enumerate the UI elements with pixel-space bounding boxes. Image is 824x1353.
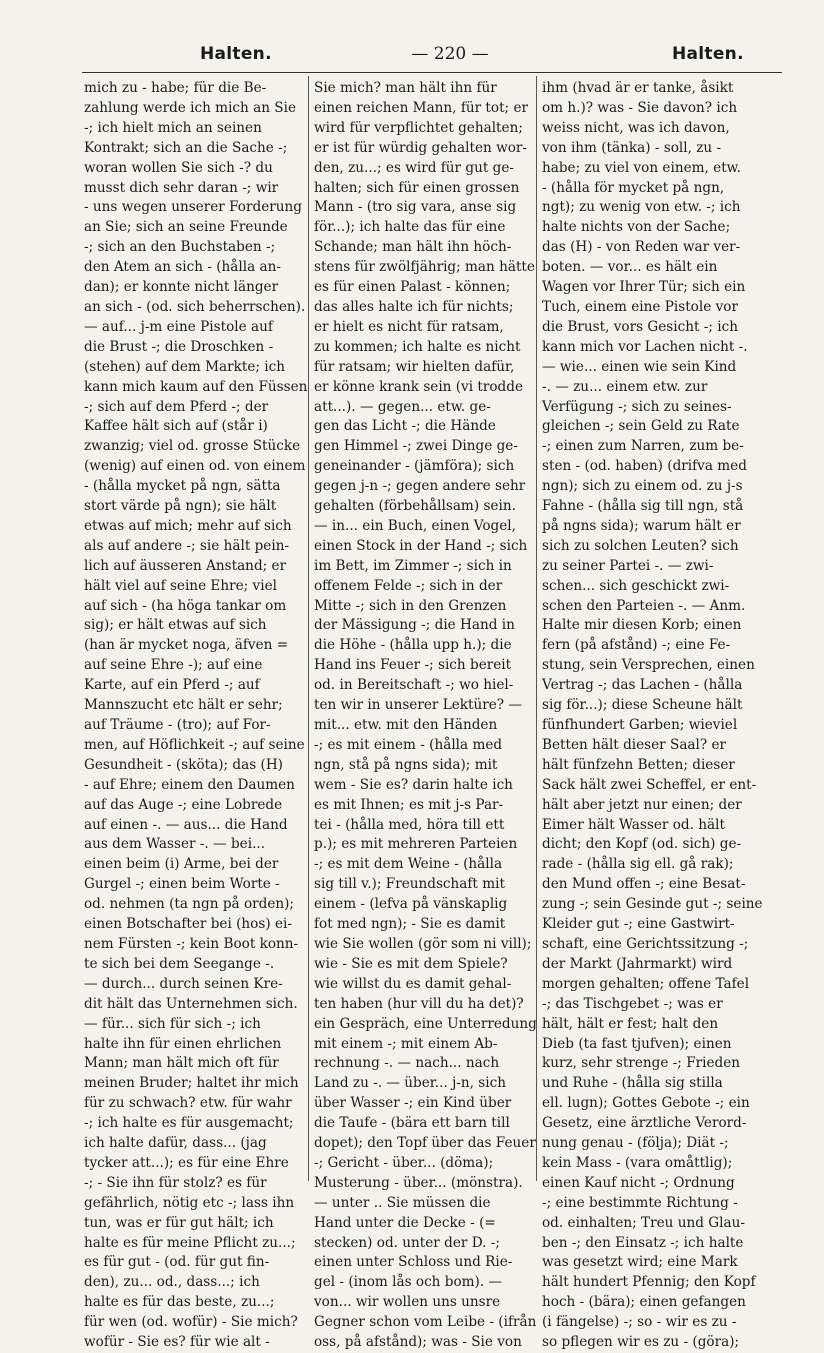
text-line: den Atem an sich - (hålla an- xyxy=(84,259,281,276)
text-line: kann mich vor Lachen nicht -. xyxy=(542,338,748,355)
text-line: Hand ins Feuer -; sich bereit xyxy=(314,657,512,674)
text-line: Eimer hält Wasser od. hält xyxy=(542,816,725,833)
text-line: -; sich an den Buchstaben -; xyxy=(84,239,276,256)
text-line: -; Gericht - über... (döma); xyxy=(314,1154,494,1171)
text-column-3 xyxy=(542,79,766,1351)
text-line: mich zu - habe; für die Be- xyxy=(84,80,267,96)
text-line: Wagen vor Ihrer Tür; sich ein xyxy=(542,279,746,296)
text-line: mit einem -; mit einem Ab- xyxy=(314,1035,498,1052)
text-line: dopet); den Topf über das Feuer xyxy=(314,1135,536,1152)
text-line: wird für verpflichtet gehalten; xyxy=(314,119,523,136)
text-line: schen... sich geschickt zwi- xyxy=(542,577,730,594)
text-line: Karte, auf ein Pferd -; auf xyxy=(84,677,260,694)
text-line: wie willst du es damit gehal- xyxy=(314,975,512,992)
text-line: dicht; den Kopf (od. sich) ge- xyxy=(542,836,742,853)
text-line: ell. lugn); Gottes Gebote -; ein xyxy=(542,1095,750,1112)
text-line: von ihm (tänka) - soll, zu - xyxy=(542,139,722,156)
text-line: an Sie; sich an seine Freunde xyxy=(84,219,288,236)
text-line: für wen (od. wofür) - Sie mich? xyxy=(84,1314,298,1331)
text-line: ben -; den Einsatz -; ich halte xyxy=(542,1234,744,1251)
text-line: stung, sein Versprechen, einen xyxy=(542,657,755,674)
text-line: Tuch, einem eine Pistole vor xyxy=(542,298,738,315)
text-line: auf sich - (ha höga tankar om xyxy=(84,597,287,614)
text-line: es für gut - (od. für gut fin- xyxy=(84,1254,270,1271)
text-line: -; ich halte es für ausgemacht; xyxy=(84,1115,294,1132)
text-line: auf das Auge -; eine Lobrede xyxy=(84,796,283,813)
text-line: - (hålla mycket på ngn, sätta xyxy=(84,478,281,495)
text-line: aus dem Wasser -. — bei... xyxy=(84,836,266,853)
text-line: wem - Sie es? darin halte ich xyxy=(314,776,513,793)
text-line: musst dich sehr daran -; wir xyxy=(84,179,279,196)
text-line: den), zu... od., dass...; ich xyxy=(84,1274,260,1291)
text-line: schen den Parteien -. — Anm. xyxy=(542,597,746,614)
text-line: offenem Felde -; sich in der xyxy=(314,577,503,594)
text-line: ngt); zu wenig von etw. -; ich xyxy=(542,199,741,216)
text-line: einen unter Schloss und Rie- xyxy=(314,1254,513,1271)
text-line: Mitte -; sich in den Grenzen xyxy=(314,597,507,614)
text-line: Kaffee hält sich auf (står i) xyxy=(84,418,268,435)
text-line: -; einen zum Narren, zum be- xyxy=(542,438,744,455)
text-line: einen Stock in der Hand -; sich xyxy=(314,537,528,554)
text-line: Dieb (ta fast tjufven); einen xyxy=(542,1035,732,1052)
text-line: die Brust -; die Droschken - xyxy=(84,338,274,355)
text-line: gehalten (förbehållsam) sein. xyxy=(314,498,516,515)
text-line: -; ich hielt mich an seinen xyxy=(84,119,262,136)
text-line: -; - Sie ihn für stolz? es für xyxy=(84,1174,267,1191)
text-line: — unter .. Sie müssen die xyxy=(314,1194,491,1211)
text-line: im Bett, im Zimmer -; sich in xyxy=(314,557,512,574)
text-line: ngn); sich zu einem od. zu j-s xyxy=(542,478,743,495)
text-line: tun, was er für gut hält; ich xyxy=(84,1214,274,1231)
text-line: gel - (inom lås och bom). — xyxy=(314,1274,503,1291)
text-line: Sack hält zwei Scheffel, er ent- xyxy=(542,776,757,793)
text-line: der Markt (Jahrmarkt) wird xyxy=(542,955,733,972)
text-line: tycker att...); es für eine Ehre xyxy=(84,1154,289,1171)
text-line: einen Botschafter bei (hos) ei- xyxy=(84,916,292,933)
text-line: halte ihn für einen ehrlichen xyxy=(84,1035,282,1052)
text-line: habe; zu viel von einem, etw. xyxy=(542,159,742,176)
text-line: fern (på afstånd) -; eine Fe- xyxy=(542,637,731,654)
text-line: rade - (hålla sig ell. gå rak); xyxy=(542,856,734,873)
right-running-headword: Halten. xyxy=(672,44,744,64)
text-line: als auf andere -; sie hält pein- xyxy=(84,537,290,554)
text-line: att...). — gegen... etw. ge- xyxy=(314,398,491,415)
text-line: das (H) - von Reden war ver- xyxy=(542,239,741,256)
text-line: halte es für das beste, zu...; xyxy=(84,1294,275,1311)
text-line: — durch... durch seinen Kre- xyxy=(84,975,283,992)
header-rule xyxy=(82,72,782,73)
text-line: über Wasser -; ein Kind über xyxy=(314,1095,512,1112)
text-line: Mannszucht etc hält er sehr; xyxy=(84,697,283,714)
text-line: - auf Ehre; einem den Daumen xyxy=(84,776,295,793)
text-line: Kontrakt; sich an die Sache -; xyxy=(84,139,288,156)
text-line: er ist für würdig gehalten wor- xyxy=(314,139,527,156)
text-line: er könne krank sein (vi trodde xyxy=(314,378,524,395)
text-line: sig för...); diese Scheune hält xyxy=(542,697,743,714)
text-line: stort värde på ngn); sie hält xyxy=(84,498,277,515)
text-line: - (hålla för mycket på ngn, xyxy=(542,179,725,196)
left-running-headword: Halten. xyxy=(200,44,272,64)
text-line: dit hält das Unternehmen sich. xyxy=(84,995,298,1012)
text-line: ein Gespräch, eine Unterredung xyxy=(314,1015,537,1032)
text-line: gen Himmel -; zwei Dinge ge- xyxy=(314,438,518,455)
text-line: boten. — vor... es hält ein xyxy=(542,259,718,276)
text-line: mit... etw. mit den Händen xyxy=(314,717,498,733)
text-line: (wenig) auf einen od. von einem xyxy=(84,458,306,475)
text-line: -; eine bestimmte Richtung - xyxy=(542,1194,738,1211)
text-line: Gurgel -; einen beim Worte - xyxy=(84,876,280,893)
page-header xyxy=(82,40,782,70)
text-line: sig till v.); Freundschaft mit xyxy=(314,876,505,893)
text-line: halten; sich für einen grossen xyxy=(314,179,520,196)
text-line: -; sich auf dem Pferd -; der xyxy=(84,398,269,415)
text-line: sig); er hält etwas auf sich xyxy=(84,617,267,634)
text-line: woran wollen Sie sich -? du xyxy=(84,159,273,176)
text-line: die Taufe - (bära ett barn till xyxy=(314,1115,510,1132)
text-line: die Brust, vors Gesicht -; ich xyxy=(542,318,738,335)
text-line: geneinander - (jämföra); sich xyxy=(314,458,515,475)
text-line: morgen gehalten; offene Tafel xyxy=(542,975,750,992)
text-line: einem - (lefva på vänskaplig xyxy=(314,896,508,913)
text-line: (i fängelse) -; so - wir es zu - xyxy=(542,1314,737,1331)
text-line: od. einhalten; Treu und Glau- xyxy=(542,1214,745,1231)
text-line: hält viel auf seine Ehre; viel xyxy=(84,577,277,594)
text-line: Gegner schon vom Leibe - (ifrån xyxy=(314,1314,537,1331)
text-line: an sich - (od. sich beherrschen). xyxy=(84,298,306,315)
text-line: -; es mit einem - (hålla med xyxy=(314,736,503,753)
text-line: einen Kauf nicht -; Ordnung xyxy=(542,1174,735,1191)
text-line: gegen j-n -; gegen andere sehr xyxy=(314,478,526,495)
text-line: nung genau - (följa); Diät -; xyxy=(542,1135,729,1152)
text-line: Schande; man hält ihn höch- xyxy=(314,239,512,256)
text-line: was gesetzt wird; eine Mark xyxy=(542,1254,738,1271)
text-line: hält aber jetzt nur einen; der xyxy=(542,796,742,813)
text-line: kein Mass - (vara omåttlig); xyxy=(542,1154,733,1171)
text-line: auf einen -. — aus... die Hand xyxy=(84,816,288,833)
text-line: od. nehmen (ta ngn på orden); xyxy=(84,896,295,913)
text-line: zu kommen; ich halte es nicht xyxy=(314,338,521,355)
text-line: Gesundheit - (sköta); das (H) xyxy=(84,756,283,773)
text-line: gleichen -; sein Geld zu Rate xyxy=(542,418,740,435)
text-line: gefährlich, nötig etc -; lass ihn xyxy=(84,1194,295,1211)
text-line: — wie... einen wie sein Kind xyxy=(542,358,737,375)
text-line: weiss nicht, was ich davon, xyxy=(542,119,730,136)
text-line: -; es mit dem Weine - (hålla xyxy=(314,856,503,873)
text-line: wie Sie wollen (gör som ni vill); xyxy=(314,935,532,952)
text-line: Kleider gut -; eine Gastwirt- xyxy=(542,916,735,933)
text-line: Fahne - (hålla sig till ngn, stå xyxy=(542,498,744,515)
text-line: zu seiner Partei -. — zwi- xyxy=(542,557,714,574)
text-line: Verfügung -; sich zu seines- xyxy=(542,398,732,415)
text-line: halte nichts von der Sache; xyxy=(542,219,731,236)
text-line: od. in Bereitschaft -; wo hiel- xyxy=(314,677,514,694)
text-line: — in... ein Buch, einen Vogel, xyxy=(314,517,516,534)
text-line: hält, hält er fest; halt den xyxy=(542,1015,719,1032)
text-line: tei - (hålla med, höra till ett xyxy=(314,816,505,833)
text-line: på ngns sida); warum hält er xyxy=(542,517,741,534)
text-line: von... wir wollen uns unsre xyxy=(314,1294,501,1311)
text-line: Vertrag -; das Lachen - (hålla xyxy=(542,677,743,694)
text-line: wie - Sie es mit dem Spiele? xyxy=(314,955,508,972)
text-line: Hand unter die Decke - (= xyxy=(314,1214,496,1231)
text-line: men, auf Höflichkeit -; auf seine xyxy=(84,736,305,753)
text-line: wofür - Sie es? für wie alt - xyxy=(84,1334,270,1351)
text-line: den, zu...; es wird für gut ge- xyxy=(314,159,514,176)
text-line: -. — zu... einem etw. zur xyxy=(542,378,708,395)
text-line: rechnung -. — nach... nach xyxy=(314,1055,500,1072)
text-line: Sie mich? man hält ihn für xyxy=(314,80,497,96)
text-line: etwas auf mich; mehr auf sich xyxy=(84,517,292,534)
text-line: fünfhundert Garben; wieviel xyxy=(542,717,738,733)
text-line: die Höhe - (hålla upp h.); die xyxy=(314,637,512,654)
text-line: zahlung werde ich mich an Sie xyxy=(84,99,296,116)
text-line: stecken) od. unter der D. -; xyxy=(314,1234,500,1251)
text-line: halte es für meine Pflicht zu...; xyxy=(84,1234,296,1251)
text-line: -; das Tischgebet -; was er xyxy=(542,995,723,1012)
text-line: p.); es mit mehreren Parteien xyxy=(314,836,518,853)
text-line: so pflegen wir es zu - (göra); xyxy=(542,1334,740,1351)
text-line: om h.)? was - Sie davon? ich xyxy=(542,99,738,116)
text-line: und Ruhe - (hålla sig stilla xyxy=(542,1075,723,1092)
text-line: ten haben (hur vill du ha det)? xyxy=(314,995,524,1012)
text-line: stens für zwölfjährig; man hätte xyxy=(314,259,535,276)
text-line: (han är mycket noga, äfven = xyxy=(84,637,289,654)
text-line: ten wir in unserer Lektüre? — xyxy=(314,697,522,714)
text-line: Mann; man hält mich oft für xyxy=(84,1055,279,1072)
text-line: hoch - (bära); einen gefangen xyxy=(542,1294,746,1311)
column-divider xyxy=(308,76,309,1181)
text-line: te sich bei dem Seegange -. xyxy=(84,955,275,972)
text-line: Gesetz, eine ärztliche Verord- xyxy=(542,1115,747,1132)
text-line: oss, på afstånd); was - Sie von xyxy=(314,1334,522,1351)
text-line: für zu schwach? etw. für wahr xyxy=(84,1095,292,1112)
text-line: (stehen) auf dem Markte; ich xyxy=(84,358,286,375)
text-line: lich auf äusseren Anstand; er xyxy=(84,557,287,574)
text-line: ihm (hvad är er tanke, åsikt xyxy=(542,80,734,96)
text-line: hält hundert Pfennig; den Kopf xyxy=(542,1274,756,1291)
text-line: dan); er konnte nicht länger xyxy=(84,279,279,296)
text-line: gen das Licht -; die Hände xyxy=(314,418,496,435)
text-line: einen reichen Mann, für tot; er xyxy=(314,99,528,116)
text-line: kann mich kaum auf den Füssen xyxy=(84,378,308,395)
text-line: Betten hält dieser Saal? er xyxy=(542,736,727,753)
text-line: Mann - (tro sig vara, anse sig xyxy=(314,199,517,216)
page-number: — 220 — xyxy=(411,44,489,64)
text-line: meinen Bruder; haltet ihr mich xyxy=(84,1075,299,1092)
text-line: auf Träume - (tro); auf For- xyxy=(84,717,271,733)
text-line: sich zu solchen Leuten? sich xyxy=(542,537,739,554)
text-column-2 xyxy=(314,79,538,1351)
text-line: er hielt es nicht für ratsam, xyxy=(314,318,504,335)
text-line: Halte mir diesen Korb; einen xyxy=(542,617,742,634)
text-line: nem Fürsten -; kein Boot konn- xyxy=(84,935,299,952)
text-line: kurz, sehr strenge -; Frieden xyxy=(542,1055,741,1072)
text-line: für ratsam; wir hielten dafür, xyxy=(314,358,515,375)
text-line: zwanzig; viel od. grosse Stücke xyxy=(84,438,301,455)
text-line: Land zu -. — über... j-n, sich xyxy=(314,1075,506,1092)
text-line: es mit Ihnen; es mit j-s Par- xyxy=(314,796,504,813)
text-line: das alles halte ich für nichts; xyxy=(314,298,514,315)
text-line: den Mund offen -; eine Besat- xyxy=(542,876,746,893)
text-line: ngn, stå på ngns sida); mit xyxy=(314,756,498,773)
text-line: sten - (od. haben) (drifva med xyxy=(542,458,747,475)
text-column-1 xyxy=(84,79,308,1351)
text-line: der Mässigung -; die Hand in xyxy=(314,617,515,634)
text-line: för...); ich halte das für eine xyxy=(314,219,506,236)
text-line: es für einen Palast - können; xyxy=(314,279,511,296)
text-line: - uns wegen unserer Forderung xyxy=(84,199,302,216)
text-line: fot med ngn); - Sie es damit xyxy=(314,916,506,933)
text-line: auf seine Ehre -); auf eine xyxy=(84,657,263,674)
text-line: hält fünfzehn Betten; dieser xyxy=(542,756,735,773)
text-line: schaft, eine Gerichtssitzung -; xyxy=(542,935,749,952)
text-line: — auf... j-m eine Pistole auf xyxy=(84,318,273,335)
text-line: Musterung - über... (mönstra). xyxy=(314,1174,523,1191)
text-line: einen beim (i) Arme, bei der xyxy=(84,856,279,873)
text-line: zung -; sein Gesinde gut -; seine xyxy=(542,896,763,913)
text-line: ich halte dafür, dass... (jag xyxy=(84,1135,267,1152)
text-line: — für... sich für sich -; ich xyxy=(84,1015,261,1032)
